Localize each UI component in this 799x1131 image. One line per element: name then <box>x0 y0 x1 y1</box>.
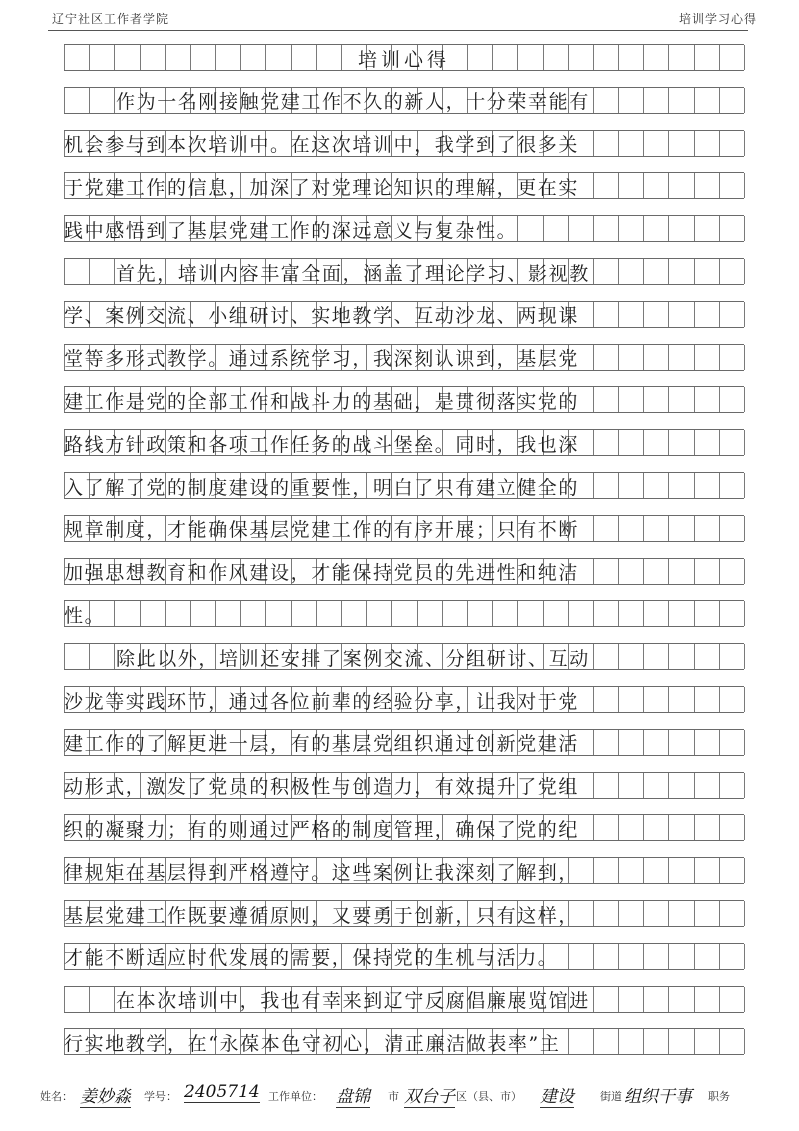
grid-cell-divider <box>744 473 745 498</box>
position-value: 组织干事 <box>624 1087 692 1107</box>
grid-row <box>64 215 744 242</box>
grid-cell-divider <box>744 345 745 370</box>
grid-row <box>64 130 744 157</box>
position-suffix: 职务 <box>708 1090 730 1103</box>
grid-row <box>64 172 744 199</box>
essay-line: 织的凝聚力；有的则通过严格的制度管理，确保了党的纪 <box>64 818 580 841</box>
grid-row <box>64 44 744 71</box>
grid-row <box>64 515 744 542</box>
grid-cell-divider <box>744 131 745 156</box>
essay-line: 动形式，激发了党员的积极性与创造力，有效提升了党组 <box>64 776 580 798</box>
grid-row <box>64 814 744 841</box>
grid-row <box>64 943 744 970</box>
essay-line: 沙龙等实践环节，通过各位前辈的经验分享，让我对于党 <box>64 690 580 712</box>
essay-line: 在本次培训中，我也有幸来到辽宁反腐倡廉展览馆进 <box>116 990 590 1012</box>
essay-line: 加强思想教育和作风建设，才能保持党员的先进性和纯洁 <box>64 562 580 584</box>
essay-line: 行实地教学，在“永葆本色守初心，清正廉洁做表率”主 <box>64 1032 561 1055</box>
district-suffix: 区（县、市） <box>456 1090 522 1103</box>
essay-title: 培训心得 <box>357 48 450 70</box>
grid-row <box>64 772 744 799</box>
grid-cell-divider <box>744 559 745 584</box>
grid-row <box>64 344 744 371</box>
grid-cell-divider <box>744 387 745 412</box>
grid-row <box>64 986 744 1013</box>
grid-cell-divider <box>744 815 745 840</box>
street-suffix: 街道 <box>600 1090 622 1103</box>
grid-row <box>64 686 744 713</box>
grid-row <box>64 429 744 456</box>
essay-line: 律规矩在基层得到严格遵守。这些案例让我深刻了解到， <box>64 861 580 884</box>
grid-cell-divider <box>744 302 745 327</box>
essay-line: 建工作的了解更进一层，有的基层党组织通过创新党建活 <box>64 733 580 755</box>
grid-cell-divider <box>744 516 745 541</box>
grid-row <box>64 258 744 285</box>
essay-line: 才能不断适应时代发展的需要，保持党的生机与活力。 <box>64 947 559 969</box>
header-divider <box>48 30 748 31</box>
work-unit-label: 工作单位： <box>268 1090 323 1103</box>
grid-row <box>64 729 744 756</box>
essay-line: 规章制度，才能确保基层党建工作的有序开展；只有不断 <box>64 519 580 541</box>
essay-line: 堂等多形式教学。通过系统学习，我深刻认识到，基层党 <box>64 348 580 370</box>
essay-line: 除此以外，培训还安排了案例交流、分组研讨、互动 <box>116 647 590 670</box>
grid-row <box>64 857 744 884</box>
essay-line: 作为一名刚接触党建工作不久的新人，十分荣幸能有 <box>116 91 590 113</box>
grid-cell-divider <box>744 173 745 198</box>
writing-grid-sheet <box>64 44 744 1084</box>
grid-cell-divider <box>744 430 745 455</box>
footer-info <box>40 1080 770 1110</box>
grid-cell-divider <box>744 730 745 755</box>
grid-row <box>64 87 744 114</box>
grid-cell-divider <box>744 1029 745 1054</box>
grid-row <box>64 386 744 413</box>
grid-row <box>64 1028 744 1055</box>
essay-line: 性。 <box>64 604 106 627</box>
essay-line: 首先，培训内容丰富全面，涵盖了理论学习、影视教 <box>116 262 590 284</box>
city-suffix: 市 <box>388 1090 399 1103</box>
name-value: 姜妙淼 <box>80 1082 131 1108</box>
grid-row <box>64 558 744 585</box>
essay-line: 基层党建工作既要遵循原则，又要勇于创新，只有这样， <box>64 904 580 926</box>
grid-row <box>64 900 744 927</box>
essay-line: 入了解了党的制度建设的重要性，明白了只有建立健全的 <box>64 476 580 498</box>
grid-cell-divider <box>744 773 745 798</box>
street-value: 建设 <box>540 1082 574 1108</box>
essay-line: 建工作是党的全部工作和战斗力的基础，是贯彻落实党的 <box>64 390 580 413</box>
grid-cell-divider <box>744 45 745 70</box>
grid-row <box>64 301 744 328</box>
name-label: 姓名： <box>40 1090 73 1103</box>
grid-cell-divider <box>744 216 745 241</box>
grid-cell-divider <box>744 944 745 969</box>
grid-cell-divider <box>744 687 745 712</box>
student-id-label: 学号： <box>144 1090 177 1103</box>
grid-row <box>64 643 744 670</box>
essay-line: 践中感悟到了基层党建工作的深远意义与复杂性。 <box>64 219 518 242</box>
student-id-value: 2405714 <box>184 1082 260 1102</box>
header-doc-type: 培训学习心得 <box>678 12 757 26</box>
essay-line: 学、案例交流、小组研讨、实地教学、互动沙龙、两现课 <box>64 305 580 327</box>
district-value: 双台子 <box>404 1082 455 1108</box>
city-value: 盘锦 <box>336 1082 370 1108</box>
grid-row <box>64 472 744 499</box>
essay-line: 机会参与到本次培训中。在这次培训中，我学到了很多关 <box>64 134 580 156</box>
header-school-name: 辽宁社区工作者学院 <box>52 12 170 26</box>
grid-cell-divider <box>744 901 745 926</box>
grid-cell-divider <box>744 601 745 626</box>
grid-row <box>64 600 744 627</box>
grid-cell-divider <box>744 858 745 883</box>
essay-line: 路线方针政策和各项工作任务的战斗堡垒。同时，我也深 <box>64 433 580 456</box>
essay-line: 于党建工作的信息，加深了对党理论知识的理解，更在实 <box>64 176 580 199</box>
